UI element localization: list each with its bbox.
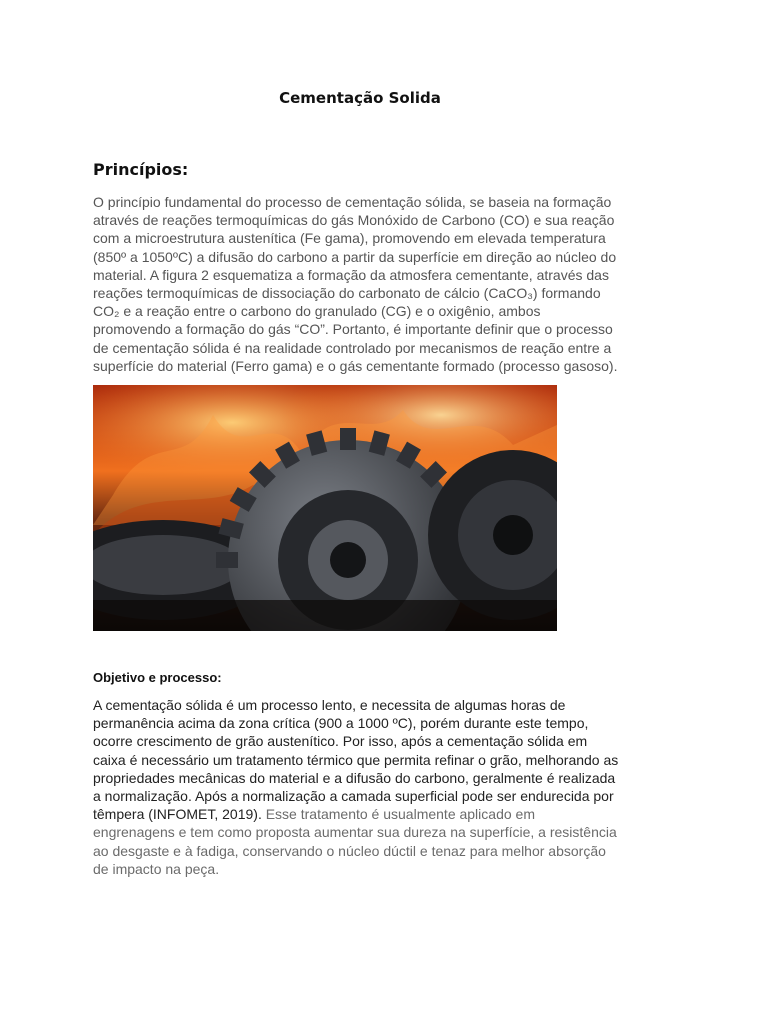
page-title: Cementação Solida bbox=[279, 89, 441, 107]
gears-in-fire-photo bbox=[93, 385, 557, 631]
section-heading-objetivo: Objetivo e processo: bbox=[93, 670, 222, 685]
section-heading-principios: Princípios: bbox=[93, 160, 189, 179]
paragraph-objetivo-muted: Esse tratamento é usualmente aplicado em engrenagens e tem como proposta aumentar sua dureza na superfície, a resistência ao desgaste e à fadiga, conservando o núcleo dúctil e tenaz para melhor absorção de impacto na peça. bbox=[93, 806, 617, 877]
paragraph-objetivo-main: A cementação sólida é um processo lento, e necessita de algumas horas de permanência acima da zona crítica (900 a 1000 ºC), porém durante este tempo, ocorre crescimento de grão austenítico. Por isso, após a cementação sólida em caixa é necessário um tratamento térmico que permita refinar o grão, melhorando as propriedades mecânicas do material e a difusão do carbono, geralmente é realizada a normalização. Após a normalização a camada superficial pode ser endurecida por têmpera (INFOMET, 2019). bbox=[93, 697, 619, 823]
paragraph-objetivo bbox=[93, 696, 683, 878]
paragraph-principios: O princípio fundamental do processo de cementação sólida, se baseia na formação através de reações termoquímicas do gás Monóxido de Carbono (CO) e sua reação com a microestrutura austenítica (Fe gama), promovendo em elevada temperatura (850º a 1050ºC) a difusão do carbono a partir da superfície em direção ao núcleo do material. A figura 2 esquematiza a formação da atmosfera cementante, através das reações termoquímicas de dissociação do carbonato de cálcio (CaCO₃) formando CO₂ e a reação entre o carbono do granulado (CG) e o oxigênio, ambos promovendo a formação do gás “CO”. Portanto, é importante definir que o processo de cementação sólida é na realidade controlado por mecanismos de reação entre a superfície do material (Ferro gama) e o gás cementante formado (processo gasoso). bbox=[93, 194, 618, 374]
